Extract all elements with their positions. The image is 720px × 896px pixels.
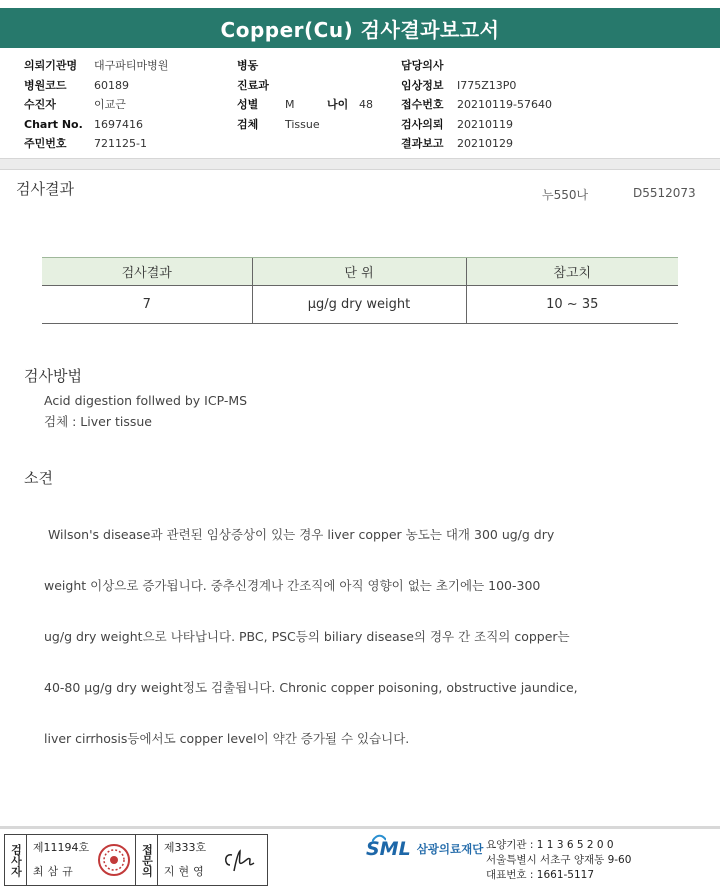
report-title-bar — [0, 8, 720, 48]
report-title: Copper(Cu) 검사결과보고서 — [220, 17, 500, 42]
header-unit: 단 위 — [252, 258, 466, 286]
signature-box — [4, 834, 268, 886]
confirmer-label-text: 접문의 — [140, 843, 154, 877]
opinion-line: weight 이상으로 증가됩니다. 중추신경계나 간조직에 아직 영향이 없는 초기에는 100-300 — [44, 578, 541, 593]
value-patient: 이교근 — [94, 98, 126, 111]
method-section-title: 검사방법 — [24, 367, 82, 385]
confirmer-name: 지현영 — [163, 865, 208, 878]
label-clinical-info: 임상정보 — [401, 78, 444, 92]
result-table-header — [42, 258, 678, 286]
label-resident-no: 주민번호 — [24, 137, 67, 150]
result-code-left: 누550나 — [542, 188, 589, 202]
confirmer-cell — [158, 835, 267, 885]
org-address-line: 요양기관 : 1 1 3 6 5 2 0 0 — [486, 839, 614, 851]
cell-unit-value: μg/g dry weight — [252, 286, 466, 324]
result-section-title: 검사결과 — [16, 180, 74, 198]
header-reference: 참고치 — [466, 258, 678, 286]
info-column-2 — [237, 56, 373, 134]
examiner-number: 제11194호 — [32, 841, 90, 854]
method-line: 검체 : Liver tissue — [44, 414, 152, 429]
label-patient: 수진자 — [24, 98, 56, 111]
table-row — [42, 286, 678, 324]
sml-wave-icon — [372, 834, 386, 844]
label-hospital-code: 병원코드 — [24, 78, 67, 92]
result-code-right: D5512073 — [633, 186, 696, 200]
org-address-line: 대표번호 : 1661-5117 — [486, 869, 595, 881]
opinion-line: Wilson's disease과 관련된 임상증상이 있는 경우 liver copper 농도는 대개 300 ug/g dry — [44, 527, 555, 542]
value-chart-no: 1697416 — [94, 117, 143, 131]
value-sex: M — [285, 98, 295, 111]
confirmer-number: 제333호 — [163, 841, 207, 854]
label-request-date: 검사의뢰 — [401, 117, 444, 131]
examiner-cell — [27, 835, 136, 885]
org-address — [486, 838, 631, 883]
cell-reference-value: 10 ~ 35 — [466, 286, 678, 324]
label-department: 진료과 — [237, 78, 269, 92]
sml-logo-text: SML — [366, 838, 411, 860]
label-receipt-no: 접수번호 — [401, 98, 444, 111]
value-report-date: 20210129 — [457, 137, 513, 150]
opinion-line: liver cirrhosis등에서도 copper level이 약간 증가될 수 있습니다. — [44, 731, 410, 746]
value-resident-no: 721125-1 — [94, 137, 147, 150]
cell-result-value: 7 — [42, 286, 252, 324]
opinion-line: 40-80 μg/g dry weight정도 검출됩니다. Chronic copper poisoning, obstructive jaundice, — [44, 680, 578, 695]
method-text — [44, 390, 247, 432]
label-age: 나이 — [327, 98, 349, 111]
label-chart-no: Chart No. — [24, 117, 83, 131]
seal-stamp-icon — [97, 843, 131, 877]
label-doctor: 담당의사 — [401, 59, 444, 72]
examiner-name: 최삼규 — [32, 865, 77, 878]
value-receipt-no: 20210119-57640 — [457, 98, 552, 111]
opinion-section-title: 소견 — [24, 469, 53, 487]
method-line: Acid digestion follwed by ICP-MS — [44, 393, 248, 408]
label-sex: 성별 — [237, 98, 259, 111]
result-table — [42, 257, 678, 324]
info-column-3 — [401, 56, 552, 154]
value-request-date: 20210119 — [457, 117, 513, 131]
label-requesting-org: 의뢰기관명 — [24, 59, 78, 72]
sml-org-name: 삼광의료재단 — [416, 842, 484, 856]
header-result: 검사결과 — [42, 258, 252, 286]
confirmer-label — [136, 835, 158, 885]
examiner-label — [5, 835, 27, 885]
label-specimen: 검체 — [237, 117, 259, 131]
value-hospital-code: 60189 — [94, 78, 129, 92]
opinion-text — [44, 492, 578, 764]
examiner-label-text: 검사자 — [9, 843, 23, 877]
value-requesting-org: 대구파티마병원 — [94, 59, 169, 72]
label-report-date: 결과보고 — [401, 137, 444, 150]
org-address-line: 서울특별시 서초구 양재동 9-60 — [486, 854, 632, 866]
section-divider — [0, 158, 720, 170]
footer-divider — [0, 826, 720, 829]
value-clinical-info: I775Z13P0 — [457, 78, 517, 92]
signature-icon — [220, 847, 260, 877]
value-age: 48 — [359, 98, 373, 111]
sml-logo — [366, 838, 483, 860]
value-specimen: Tissue — [285, 117, 320, 131]
info-column-1 — [24, 56, 168, 154]
label-ward: 병동 — [237, 59, 259, 72]
opinion-line: ug/g dry weight으로 나타납니다. PBC, PSC등의 biliary disease의 경우 간 조직의 copper는 — [44, 629, 570, 644]
